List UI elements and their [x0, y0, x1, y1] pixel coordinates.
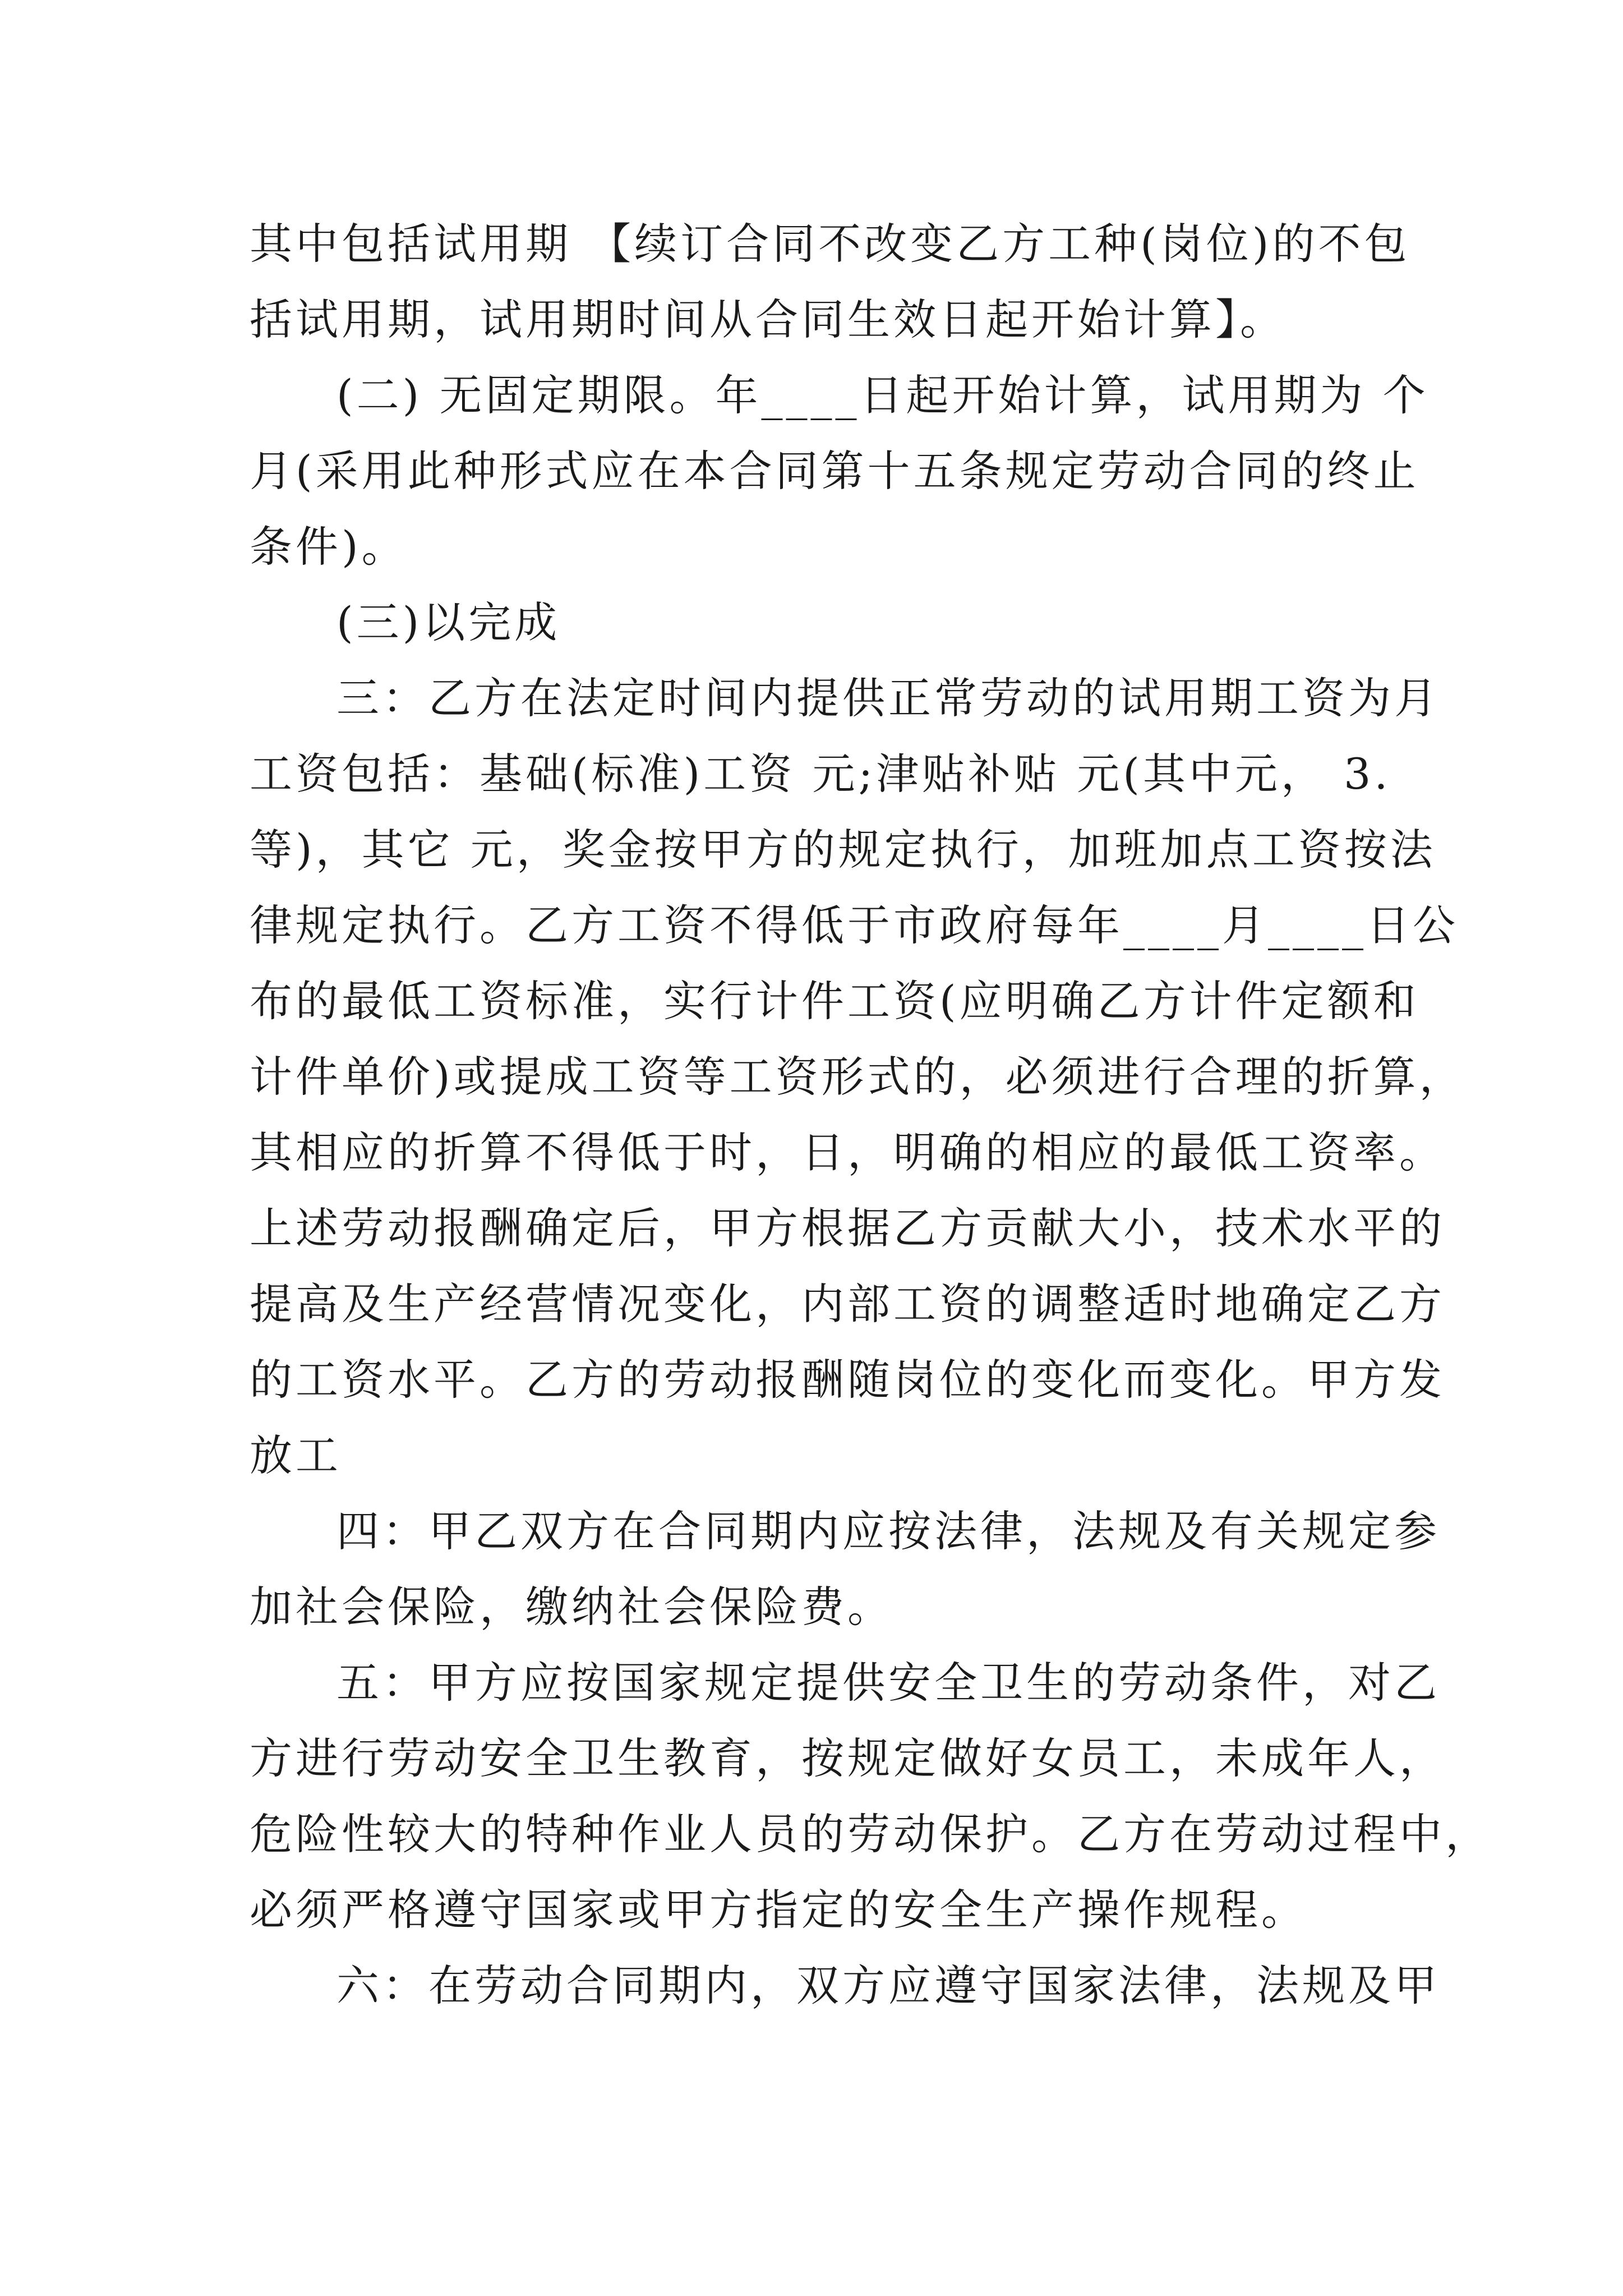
- text-line: 五：甲方应按国家规定提供安全卫生的劳动条件，对乙: [336, 1658, 1440, 1708]
- text-line: 加社会保险，缴纳社会保险费。: [250, 1582, 893, 1632]
- text-line: 括试用期，试用期时间从合同生效日起开始计算】。: [250, 295, 1286, 344]
- text-line: 工资包括：基础(标准)工资 元;津贴补贴 元(其中元， 3.: [250, 749, 1391, 799]
- text-line: 四：甲乙双方在合同期内应按法律，法规及有关规定参: [336, 1506, 1440, 1556]
- text-line: (三)以完成: [336, 597, 561, 647]
- text-line: 律规定执行。乙方工资不得低于市政府每年____月____日公: [250, 900, 1459, 950]
- text-line: 危险性较大的特种作业人员的劳动保护。乙方在劳动过程中，: [250, 1809, 1491, 1859]
- text-line: 必须严格遵守国家或甲方指定的安全生产操作规程。: [250, 1885, 1307, 1935]
- text-line: 的工资水平。乙方的劳动报酬随岗位的变化而变化。甲方发: [250, 1355, 1445, 1405]
- text-line: 其中包括试用期 【续订合同不改变乙方工种(岗位)的不包: [250, 219, 1410, 269]
- text-line: 布的最低工资标准，实行计件工资(应明确乙方计件定额和: [250, 976, 1419, 1026]
- text-line: 上述劳动报酬确定后，甲方根据乙方贡献大小，技术水平的: [250, 1203, 1445, 1253]
- text-line: 条件)。: [250, 522, 408, 572]
- text-line: 放工: [250, 1430, 342, 1480]
- text-line: 其相应的折算不得低于时，日，明确的相应的最低工资率。: [250, 1128, 1445, 1177]
- text-line: 六：在劳动合同期内，双方应遵守国家法律，法规及甲: [336, 1961, 1440, 2010]
- text-line: 三：乙方在法定时间内提供正常劳动的试用期工资为月: [336, 673, 1440, 723]
- text-line: 计件单价)或提成工资等工资形式的，必须进行合理的折算，: [250, 1052, 1465, 1102]
- text-line: (二) 无固定期限。年____日起开始计算，试用期为 个: [336, 370, 1429, 420]
- text-line: 月(采用此种形式应在本合同第十五条规定劳动合同的终止: [250, 446, 1419, 496]
- text-line: 方进行劳动安全卫生教育，按规定做好女员工，未成年人，: [250, 1733, 1445, 1783]
- text-line: 等)，其它 元，奖金按甲方的规定执行，加班加点工资按法: [250, 825, 1436, 875]
- text-line: 提高及生产经营情况变化，内部工资的调整适时地确定乙方: [250, 1279, 1445, 1329]
